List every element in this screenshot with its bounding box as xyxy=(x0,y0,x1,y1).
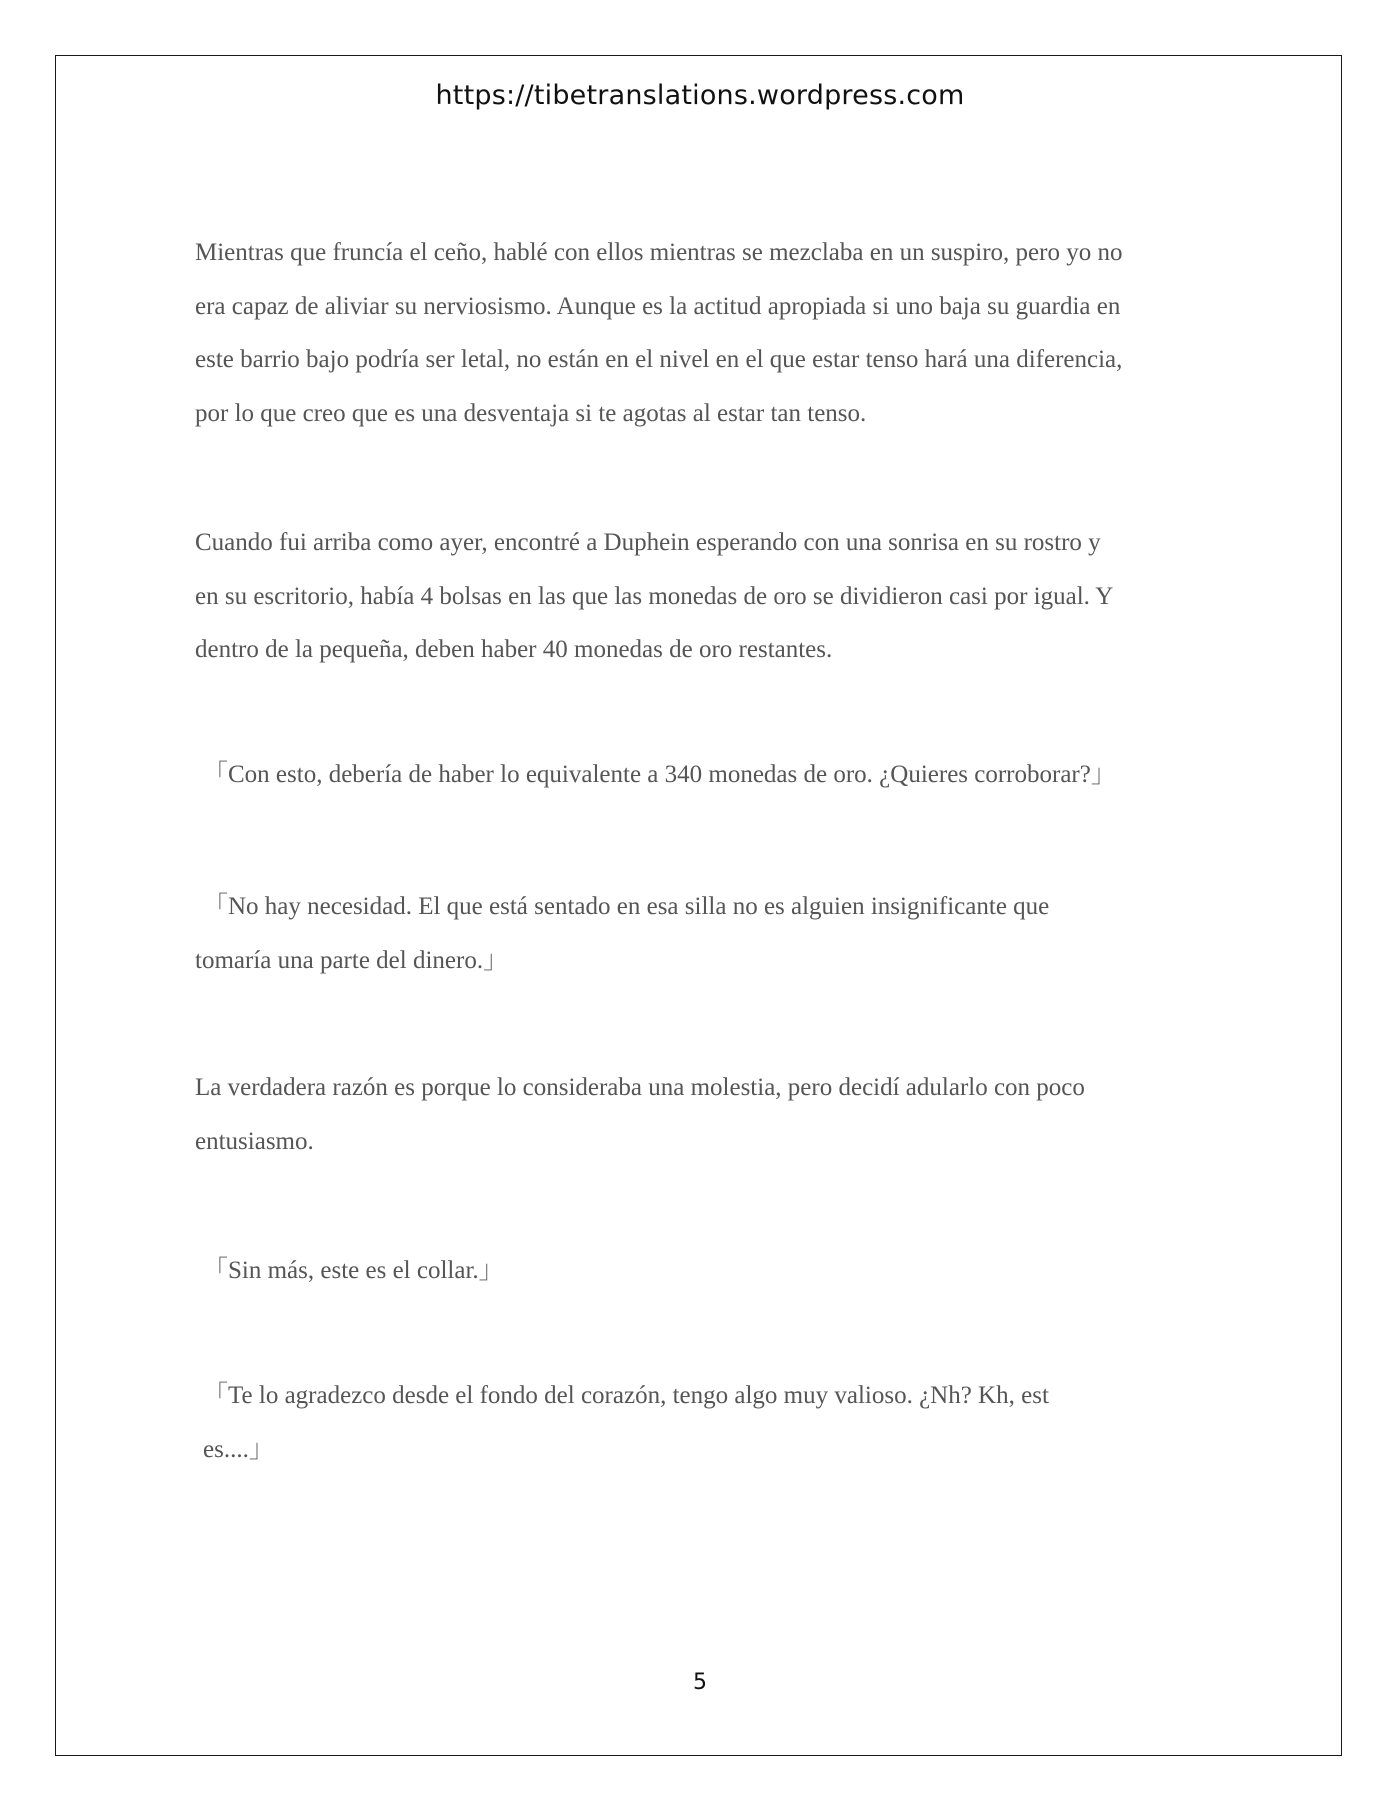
dialogue-4 xyxy=(203,1369,1049,1476)
text-line: La verdadera razón es porque lo consideraba una molestia, pero decidí adularlo con poco xyxy=(195,1074,1085,1101)
text-line: Cuando fui arriba como ayer, encontré a Duphein esperando con una sonrisa en su rostro y xyxy=(195,529,1101,556)
text-line: 「Sin más, este es el collar.」 xyxy=(203,1257,504,1284)
text-line: entusiasmo. xyxy=(195,1127,314,1155)
text-line: es....」 xyxy=(203,1435,274,1463)
text-line: 「Te lo agradezco desde el fondo del corazón, tengo algo muy valioso. ¿Nh? Kh, est xyxy=(203,1382,1049,1409)
text-line: 「Con esto, debería de haber lo equivalente a 340 monedas de oro. ¿Quieres corroborar?」 xyxy=(203,761,1116,788)
dialogue-1 xyxy=(203,748,1116,802)
paragraph-3 xyxy=(195,1061,1085,1168)
paragraph-1 xyxy=(195,226,1122,440)
page-number: 5 xyxy=(693,1670,707,1695)
text-line: este barrio bajo podría ser letal, no están en el nivel en el que estar tenso hará una diferencia, xyxy=(195,346,1123,373)
text-line: tomaría una parte del dinero.」 xyxy=(195,946,509,974)
paragraph-2 xyxy=(195,516,1113,677)
dialogue-2 xyxy=(195,880,1049,987)
text-line: por lo que creo que es una desventaja si te agotas al estar tan tenso. xyxy=(195,399,867,427)
text-line: en su escritorio, había 4 bolsas en las que las monedas de oro se dividieron casi por igual. Y xyxy=(195,582,1114,610)
text-line: Mientras que fruncía el ceño, hablé con ellos mientras se mezclaba en un suspiro, pero yo no xyxy=(195,239,1123,266)
text-line: 「No hay necesidad. El que está sentado en esa silla no es alguien insignificante que xyxy=(203,893,1050,920)
header-url: https://tibetranslations.wordpress.com xyxy=(435,80,965,111)
text-line: era capaz de aliviar su nerviosismo. Aunque es la actitud apropiada si uno baja su guardia en xyxy=(195,292,1121,320)
dialogue-3 xyxy=(203,1244,504,1298)
text-line: dentro de la pequeña, deben haber 40 monedas de oro restantes. xyxy=(195,636,833,663)
